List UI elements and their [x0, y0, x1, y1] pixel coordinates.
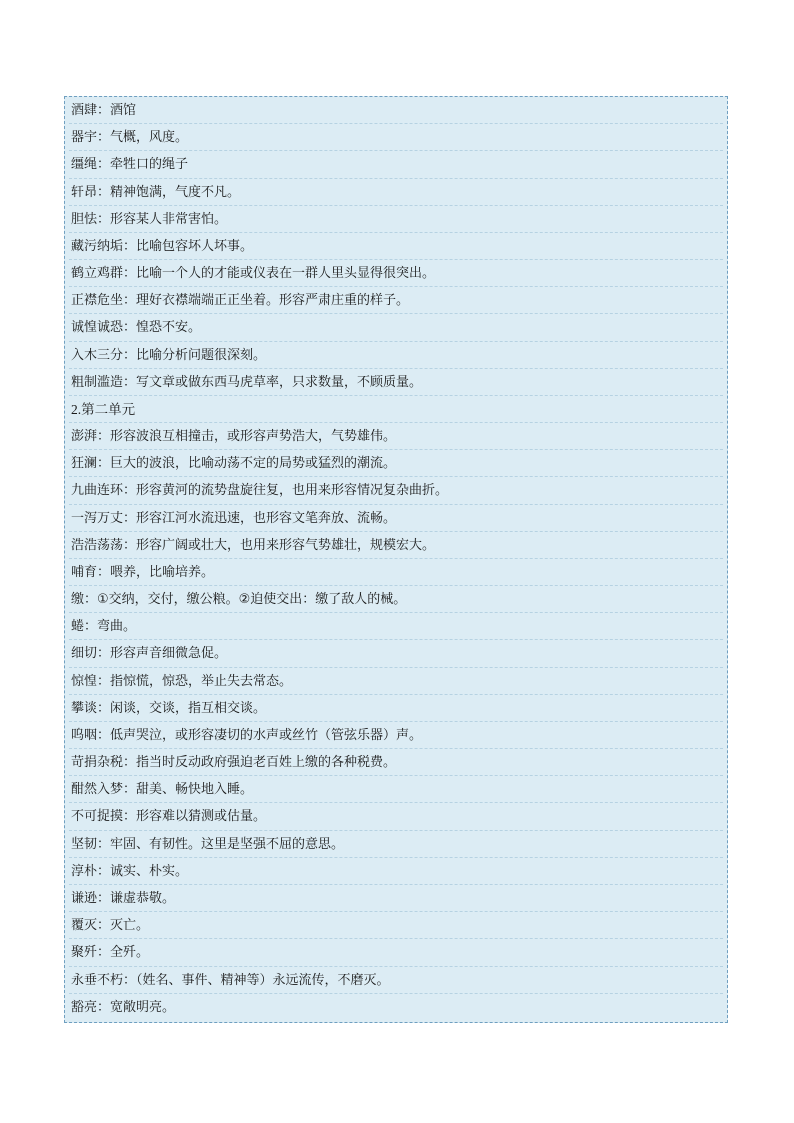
entry-yixiewanzhang: 一泻万丈：形容江河水流迅速，也形容文笔奔放、流畅。: [69, 505, 723, 532]
entry-pengpai: 澎湃：形容波浪互相撞击，或形容声势浩大，气势雄伟。: [69, 423, 723, 450]
entry-huoliang: 豁亮：宽敞明亮。: [71, 999, 176, 1015]
section-heading-unit-2: 2.第二单元: [69, 396, 723, 423]
entry-xiqie: 细切：形容声音细微急促。: [69, 640, 723, 667]
entry-kuanglan: 狂澜：巨大的波浪，比喻动荡不定的局势或猛烈的潮流。: [69, 450, 723, 477]
vocabulary-box: [64, 96, 728, 1023]
entry-quan: 蜷：弯曲。: [69, 613, 723, 640]
entry-chunpu: 淳朴：诚实、朴实。: [69, 858, 723, 885]
entry-yongchuibuxiu: 永垂不朽：（姓名、事件、精神等）永远流传，不磨灭。: [69, 967, 723, 994]
entry-jiuqulianhuan: 九曲连环：形容黄河的流势盘旋往复，也用来形容情况复杂曲折。: [69, 477, 723, 504]
entry-haohaodangdang: 浩浩荡荡：形容广阔或壮大，也用来形容气势雄壮，规模宏大。: [69, 532, 723, 559]
entry-pantan: 攀谈：闲谈，交谈，指互相交谈。: [69, 695, 723, 722]
entry-kejuanzashui: 苛捐杂税：指当时反动政府强迫老百姓上缴的各种税费。: [69, 749, 723, 776]
entry-bukezhuomo: 不可捉摸：形容难以猜测或估量。: [69, 803, 723, 830]
entry-helijiqun: 鹤立鸡群：比喻一个人的才能或仪表在一群人里头显得很突出。: [69, 260, 723, 287]
entry-jianren: 坚韧：牢固、有韧性。这里是坚强不屈的意思。: [69, 831, 723, 858]
entry-fumie: 覆灭：灭亡。: [69, 912, 723, 939]
entry-jinghuang: 惊惶：指惊慌，惊恐，举止失去常态。: [69, 668, 723, 695]
entry-qianxun: 谦逊：谦虚恭敬。: [69, 885, 723, 912]
entry-chenghuangchengkong: 诚惶诚恐：惶恐不安。: [69, 314, 723, 341]
entry-danqie: 胆怯：形容某人非常害怕。: [69, 206, 723, 233]
entry-hanranrumeng: 酣然入梦：甜美、畅快地入睡。: [69, 776, 723, 803]
entry-jiangsheng: 缰绳：牵牲口的绳子: [69, 151, 723, 178]
entry-zhengjinweizuo: 正襟危坐：理好衣襟端端正正坐着。形容严肃庄重的样子。: [69, 287, 723, 314]
entry-cangwunagou: 藏污纳垢：比喻包容坏人坏事。: [69, 233, 723, 260]
entry-cuzhilanzao: 粗制滥造：写文章或做东西马虎草率，只求数量，不顾质量。: [69, 369, 723, 396]
entry-rumusanfen: 入木三分：比喻分析问题很深刻。: [69, 342, 723, 369]
entry-xuanang: 轩昂：精神饱满，气度不凡。: [69, 179, 723, 206]
entry-jiao: 缴：①交纳，交付，缴公粮。②迫使交出：缴了敌人的械。: [69, 586, 723, 613]
entry-qiyu: 器宇：气概，风度。: [69, 124, 723, 151]
entry-jiusi: 酒肆：酒馆: [69, 97, 723, 124]
entry-jujian: 聚歼：全歼。: [69, 939, 723, 966]
entry-buyu: 哺育：喂养，比喻培养。: [69, 559, 723, 586]
entry-wuye: 呜咽：低声哭泣，或形容凄切的水声或丝竹（管弦乐器）声。: [69, 722, 723, 749]
